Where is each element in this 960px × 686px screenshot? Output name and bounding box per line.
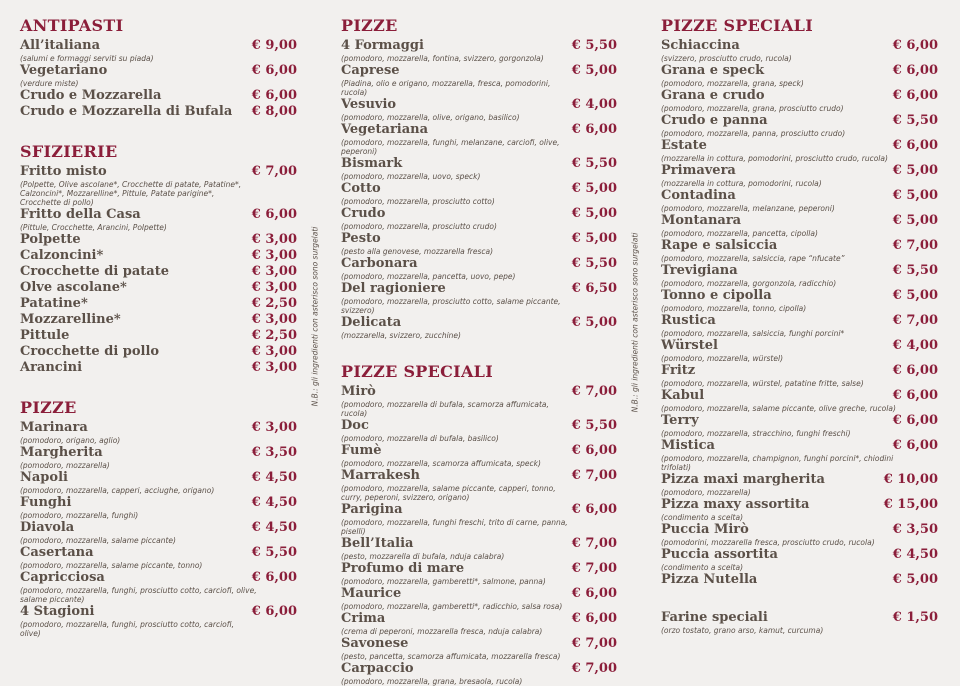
item-price: € 7,00 bbox=[571, 561, 617, 576]
item-price: € 7,00 bbox=[571, 536, 617, 551]
item-price: € 5,00 bbox=[571, 63, 617, 78]
item-name: Rustica bbox=[661, 313, 716, 328]
item-name: Primavera bbox=[661, 163, 736, 178]
menu-item bbox=[341, 181, 617, 206]
item-name: Arancini bbox=[20, 360, 83, 375]
item-price: € 7,00 bbox=[571, 661, 617, 676]
item-description: (pomodoro, mozzarella, panna, prosciutto crudo) bbox=[661, 129, 846, 138]
item-description: (verdure miste) bbox=[20, 79, 79, 88]
menu-item bbox=[20, 312, 297, 328]
item-name: Mozzarelline* bbox=[20, 312, 121, 327]
menu-item bbox=[20, 207, 297, 232]
item-price: € 3,00 bbox=[251, 232, 297, 247]
item-description: (pomodoro, mozzarella, pancetta, uovo, pepe) bbox=[341, 272, 516, 281]
item-price: € 6,00 bbox=[251, 88, 297, 103]
menu-item bbox=[20, 520, 297, 545]
item-name: Crocchette di patate bbox=[20, 264, 169, 279]
item-price: € 6,00 bbox=[892, 413, 938, 428]
item-name: Napoli bbox=[20, 470, 68, 485]
item-name: Fumè bbox=[341, 443, 382, 458]
menu-item bbox=[661, 163, 938, 188]
item-name: Olve ascolane* bbox=[20, 280, 127, 295]
item-name: Crima bbox=[341, 611, 386, 626]
item-name: Crudo e Mozzarella di Bufala bbox=[20, 104, 233, 119]
item-price: € 1,50 bbox=[892, 610, 938, 625]
section-spacer bbox=[20, 376, 297, 396]
item-price: € 4,50 bbox=[251, 495, 297, 510]
item-price: € 6,00 bbox=[892, 363, 938, 378]
item-description: (svizzero, prosciutto crudo, rucola) bbox=[661, 54, 792, 63]
item-price: € 7,00 bbox=[892, 313, 938, 328]
item-price: € 6,00 bbox=[251, 207, 297, 222]
item-name: Mirò bbox=[341, 384, 376, 399]
menu-item bbox=[341, 418, 617, 443]
item-price: € 6,50 bbox=[571, 281, 617, 296]
item-name: Fritto misto bbox=[20, 164, 107, 179]
item-name: Pesto bbox=[341, 231, 381, 246]
menu-item bbox=[20, 248, 297, 264]
menu-item bbox=[20, 88, 297, 104]
item-name: Trevigiana bbox=[661, 263, 738, 278]
item-description: (pomodorini, mozzarella fresca, prosciutto crudo, rucola) bbox=[661, 538, 875, 547]
section-title: PIZZE bbox=[341, 16, 398, 35]
item-price: € 3,00 bbox=[251, 264, 297, 279]
farine-speciali-item bbox=[661, 610, 938, 635]
item-description: (pomodoro, mozzarella, funghi, melanzane, carciofi, olive, peperoni) bbox=[341, 138, 560, 156]
item-price: € 9,00 bbox=[251, 38, 297, 53]
item-description: (pomodoro, mozzarella, grana, bresaola, rucola) bbox=[341, 677, 523, 686]
menu-item bbox=[20, 344, 297, 360]
item-name: Rape e salsiccia bbox=[661, 238, 778, 253]
menu-item bbox=[661, 522, 938, 547]
menu-item bbox=[20, 232, 297, 248]
menu-item bbox=[341, 561, 617, 586]
item-price: € 6,00 bbox=[892, 63, 938, 78]
item-name: Grana e crudo bbox=[661, 88, 765, 103]
menu-item bbox=[661, 263, 938, 288]
item-description: (pomodoro, mozzarella di bufala, basilico) bbox=[341, 434, 499, 443]
item-name: Margherita bbox=[20, 445, 103, 460]
menu-item bbox=[661, 213, 938, 238]
item-description: (pomodoro, mozzarella, prosciutto cotto) bbox=[341, 197, 495, 206]
item-name: Terry bbox=[661, 413, 699, 428]
menu-item bbox=[341, 636, 617, 661]
menu-item bbox=[661, 138, 938, 163]
item-price: € 4,00 bbox=[892, 338, 938, 353]
item-description: (pomodoro, mozzarella, prosciutto cotto, salame piccante, svizzero) bbox=[341, 297, 561, 315]
section-title: SFIZIERIE bbox=[20, 142, 118, 161]
menu-item bbox=[661, 38, 938, 63]
item-description: (pomodoro, mozzarella) bbox=[661, 488, 751, 497]
menu-item bbox=[341, 122, 617, 156]
item-price: € 10,00 bbox=[883, 472, 938, 487]
item-price: € 5,00 bbox=[571, 315, 617, 330]
item-description: (pomodoro, mozzarella, champignon, funghi porcini*, chiodini trifolati) bbox=[661, 454, 894, 472]
item-name: Parigina bbox=[341, 502, 403, 517]
item-description: (pomodoro, mozzarella, salsiccia, rape “nfucate” bbox=[661, 254, 845, 263]
menu-item bbox=[661, 438, 938, 472]
item-price: € 6,00 bbox=[571, 586, 617, 601]
item-description: (orzo tostato, grano arso, kamut, curcuma) bbox=[661, 626, 824, 635]
item-name: Carbonara bbox=[341, 256, 418, 271]
section-title: PIZZE SPECIALI bbox=[341, 362, 493, 381]
item-name: Savonese bbox=[341, 636, 409, 651]
item-name: Vegetariana bbox=[341, 122, 429, 137]
item-price: € 5,50 bbox=[571, 256, 617, 271]
menu-item bbox=[341, 384, 617, 418]
item-price: € 5,50 bbox=[892, 113, 938, 128]
item-name: Profumo di mare bbox=[341, 561, 465, 576]
menu-item bbox=[341, 63, 617, 97]
section-title: PIZZE SPECIALI bbox=[661, 16, 813, 35]
item-description: (Piadina, olio e origano, mozzarella, fresca, pomodorini, rucola) bbox=[341, 79, 551, 97]
item-price: € 15,00 bbox=[883, 497, 938, 512]
item-name: Casertana bbox=[20, 545, 94, 560]
item-description: (pomodoro, mozzarella, melanzane, peperoni) bbox=[661, 204, 835, 213]
menu-item bbox=[341, 231, 617, 256]
item-price: € 4,50 bbox=[251, 520, 297, 535]
item-price: € 7,00 bbox=[571, 636, 617, 651]
section-title: PIZZE bbox=[20, 398, 77, 417]
item-description: (mozzarella, svizzero, zucchine) bbox=[341, 331, 461, 340]
item-description: (mozzarella in cottura, pomodorini, prosciutto crudo, rucola) bbox=[661, 154, 888, 163]
menu-item bbox=[20, 104, 297, 120]
item-description: (pomodoro, mozzarella) bbox=[20, 461, 110, 470]
item-name: 4 Formaggi bbox=[341, 38, 424, 53]
item-description: (Polpette, Olive ascolane*, Crocchette di patate, Patatine*, Calzoncini*, Mozzarelline*, Pittule, Patate parigine*, Crocchette di pollo) bbox=[20, 180, 242, 207]
item-price: € 3,00 bbox=[251, 360, 297, 375]
item-price: € 6,00 bbox=[251, 63, 297, 78]
item-name: Pizza maxy assortita bbox=[661, 497, 810, 512]
item-description: (pomodoro, mozzarella, tonno, cipolla) bbox=[661, 304, 807, 313]
menu-column-right bbox=[661, 14, 938, 588]
menu-item bbox=[20, 328, 297, 344]
item-price: € 5,50 bbox=[251, 545, 297, 560]
item-price: € 6,00 bbox=[571, 122, 617, 137]
item-price: € 3,00 bbox=[251, 420, 297, 435]
menu-item bbox=[661, 388, 938, 413]
item-name: Del ragioniere bbox=[341, 281, 446, 296]
item-price: € 4,50 bbox=[892, 547, 938, 562]
item-name: Delicata bbox=[341, 315, 402, 330]
menu-item bbox=[341, 443, 617, 468]
item-price: € 7,00 bbox=[571, 468, 617, 483]
item-name: Tonno e cipolla bbox=[661, 288, 772, 303]
item-name: Marinara bbox=[20, 420, 88, 435]
item-description: (mozzarella in cottura, pomodorini, rucola) bbox=[661, 179, 822, 188]
item-description: (pomodoro, origano, aglio) bbox=[20, 436, 121, 445]
menu-item bbox=[661, 572, 938, 588]
item-description: (salumi e formaggi serviti su piada) bbox=[20, 54, 154, 63]
menu-item bbox=[661, 472, 938, 497]
item-price: € 7,00 bbox=[892, 238, 938, 253]
item-name: Carpaccio bbox=[341, 661, 414, 676]
menu-item bbox=[20, 470, 297, 495]
item-description: (pomodoro, mozzarella, prosciutto crudo) bbox=[341, 222, 497, 231]
item-price: € 3,50 bbox=[892, 522, 938, 537]
item-price: € 2,50 bbox=[251, 296, 297, 311]
item-name: Pizza maxi margherita bbox=[661, 472, 825, 487]
item-name: Montanara bbox=[661, 213, 742, 228]
item-name: Patatine* bbox=[20, 296, 88, 311]
item-name: Puccia assortita bbox=[661, 547, 778, 562]
item-name: Würstel bbox=[661, 338, 718, 353]
menu-item bbox=[661, 338, 938, 363]
item-price: € 6,00 bbox=[571, 502, 617, 517]
item-name: Estate bbox=[661, 138, 707, 153]
item-price: € 7,00 bbox=[251, 164, 297, 179]
item-name: Puccia Mirò bbox=[661, 522, 749, 537]
item-name: Kabul bbox=[661, 388, 705, 403]
item-name: Pittule bbox=[20, 328, 70, 343]
item-name: Schiaccina bbox=[661, 38, 740, 53]
menu-item bbox=[661, 363, 938, 388]
menu-item bbox=[661, 313, 938, 338]
item-price: € 3,00 bbox=[251, 280, 297, 295]
menu-item bbox=[20, 495, 297, 520]
item-description: (pesto, pancetta, scamorza affumicata, mozzarella fresca) bbox=[341, 652, 561, 661]
item-name: Diavola bbox=[20, 520, 75, 535]
item-description: (condimento a scelta) bbox=[661, 563, 743, 572]
item-description: (Pittule, Crocchette, Arancini, Polpette) bbox=[20, 223, 167, 232]
item-name: Polpette bbox=[20, 232, 81, 247]
item-name: Bismark bbox=[341, 156, 403, 171]
item-price: € 6,00 bbox=[251, 604, 297, 619]
item-description: (pomodoro, mozzarella, uovo, speck) bbox=[341, 172, 481, 181]
item-name: Pizza Nutella bbox=[661, 572, 758, 587]
menu-item bbox=[20, 570, 297, 604]
item-name: Vesuvio bbox=[341, 97, 397, 112]
menu-item bbox=[20, 420, 297, 445]
item-price: € 5,00 bbox=[571, 181, 617, 196]
menu-item bbox=[341, 502, 617, 536]
item-price: € 4,50 bbox=[251, 470, 297, 485]
item-price: € 3,00 bbox=[251, 248, 297, 263]
item-description: (pomodoro, mozzarella, gamberetti*, salmone, panna) bbox=[341, 577, 546, 586]
menu-item bbox=[341, 468, 617, 502]
item-price: € 3,00 bbox=[251, 312, 297, 327]
menu-item bbox=[661, 288, 938, 313]
item-price: € 5,00 bbox=[892, 213, 938, 228]
item-description: (pomodoro, mozzarella, gamberetti*, radicchio, salsa rosa) bbox=[341, 602, 563, 611]
item-name: Doc bbox=[341, 418, 369, 433]
item-description: (pesto alla genovese, mozzarella fresca) bbox=[341, 247, 494, 256]
menu-item bbox=[341, 38, 617, 63]
item-price: € 8,00 bbox=[251, 104, 297, 119]
menu-item bbox=[20, 604, 297, 638]
item-price: € 6,00 bbox=[571, 443, 617, 458]
item-name: Crocchette di pollo bbox=[20, 344, 160, 359]
menu-item bbox=[20, 164, 297, 207]
item-description: (pomodoro, mozzarella, salame piccante) bbox=[20, 536, 176, 545]
item-description: (pomodoro, mozzarella, grana, prosciutto crudo) bbox=[661, 104, 844, 113]
menu-item bbox=[341, 281, 617, 315]
item-description: (pomodoro, mozzarella, stracchino, funghi freschi) bbox=[661, 429, 851, 438]
item-name: Fritto della Casa bbox=[20, 207, 141, 222]
menu-item bbox=[20, 545, 297, 570]
item-price: € 2,50 bbox=[251, 328, 297, 343]
item-description: (pomodoro, mozzarella, olive, origano, basilico) bbox=[341, 113, 520, 122]
menu-item bbox=[20, 280, 297, 296]
item-name: Fritz bbox=[661, 363, 696, 378]
item-name: Grana e speck bbox=[661, 63, 765, 78]
menu-item bbox=[661, 88, 938, 113]
menu-item bbox=[20, 445, 297, 470]
item-description: (pomodoro, mozzarella, gorgonzola, radicchio) bbox=[661, 279, 837, 288]
item-name: Farine speciali bbox=[661, 610, 768, 625]
menu-item bbox=[661, 113, 938, 138]
menu-item bbox=[341, 256, 617, 281]
item-price: € 6,00 bbox=[892, 88, 938, 103]
menu-item bbox=[341, 586, 617, 611]
item-price: € 3,50 bbox=[251, 445, 297, 460]
frozen-ingredients-note: N.B.: gli ingredienti con asterisco sono surgelati bbox=[630, 232, 640, 413]
menu-item bbox=[341, 611, 617, 636]
item-name: Crudo bbox=[341, 206, 386, 221]
item-price: € 5,50 bbox=[571, 156, 617, 171]
item-description: (pomodoro, mozzarella, funghi, prosciutto cotto, carciofi, olive) bbox=[20, 620, 234, 638]
item-name: Calzoncini* bbox=[20, 248, 104, 263]
item-name: Crudo e Mozzarella bbox=[20, 88, 162, 103]
menu-item bbox=[661, 497, 938, 522]
item-price: € 3,00 bbox=[251, 344, 297, 359]
item-description: (pomodoro, mozzarella, pancetta, cipolla) bbox=[661, 229, 818, 238]
menu-item bbox=[661, 63, 938, 88]
item-price: € 5,00 bbox=[892, 188, 938, 203]
item-price: € 7,00 bbox=[571, 384, 617, 399]
section-spacer bbox=[341, 340, 617, 360]
item-name: All’italiana bbox=[20, 38, 101, 53]
item-price: € 6,00 bbox=[892, 388, 938, 403]
menu-item bbox=[20, 264, 297, 280]
menu-column-middle bbox=[341, 14, 617, 686]
item-name: 4 Stagioni bbox=[20, 604, 95, 619]
item-description: (pomodoro, mozzarella, salame piccante, olive greche, rucola) bbox=[661, 404, 896, 413]
section-title: ANTIPASTI bbox=[20, 16, 124, 35]
item-price: € 5,50 bbox=[571, 38, 617, 53]
item-price: € 6,00 bbox=[892, 38, 938, 53]
item-price: € 6,00 bbox=[251, 570, 297, 585]
item-description: (pomodoro, mozzarella, funghi) bbox=[20, 511, 139, 520]
menu-item bbox=[20, 296, 297, 312]
item-price: € 6,00 bbox=[571, 611, 617, 626]
menu-column-left bbox=[20, 14, 297, 638]
item-name: Vegetariano bbox=[20, 63, 108, 78]
item-description: (pomodoro, mozzarella, salame piccante, capperi, tonno, curry, peperoni, svizzero, origano) bbox=[341, 484, 556, 502]
menu-item bbox=[341, 97, 617, 122]
item-price: € 6,00 bbox=[892, 438, 938, 453]
item-name: Bell’Italia bbox=[341, 536, 414, 551]
item-name: Caprese bbox=[341, 63, 400, 78]
menu-item bbox=[341, 156, 617, 181]
menu-item bbox=[341, 206, 617, 231]
item-description: (pomodoro, mozzarella, würstel, patatine fritte, salse) bbox=[661, 379, 864, 388]
item-name: Marrakesh bbox=[341, 468, 420, 483]
menu-item bbox=[20, 38, 297, 63]
section-spacer bbox=[20, 120, 297, 140]
item-description: (pomodoro, mozzarella, capperi, acciughe, origano) bbox=[20, 486, 215, 495]
frozen-ingredients-note: N.B.: gli ingredienti con asterisco sono surgelati bbox=[310, 226, 320, 407]
menu-item bbox=[341, 315, 617, 340]
item-price: € 6,00 bbox=[892, 138, 938, 153]
item-description: (pomodoro, mozzarella di bufala, scamorza affumicata, rucola) bbox=[341, 400, 549, 418]
menu-item bbox=[20, 63, 297, 88]
item-name: Maurice bbox=[341, 586, 402, 601]
item-name: Cotto bbox=[341, 181, 381, 196]
menu-item bbox=[341, 661, 617, 686]
item-price: € 5,00 bbox=[571, 231, 617, 246]
item-price: € 4,00 bbox=[571, 97, 617, 112]
item-name: Capricciosa bbox=[20, 570, 105, 585]
item-description: (pomodoro, mozzarella, grana, speck) bbox=[661, 79, 804, 88]
menu-item bbox=[661, 188, 938, 213]
item-price: € 5,50 bbox=[892, 263, 938, 278]
menu-item bbox=[20, 360, 297, 376]
item-name: Contadina bbox=[661, 188, 736, 203]
item-description: (pomodoro, mozzarella, salame piccante, tonno) bbox=[20, 561, 203, 570]
item-description: (pomodoro, mozzarella, fontina, svizzero, gorgonzola) bbox=[341, 54, 544, 63]
item-description: (pomodoro, mozzarella, funghi, prosciutto cotto, carciofi, olive, salame piccante) bbox=[20, 586, 257, 604]
item-description: (pomodoro, mozzarella, salsiccia, funghi porcini* bbox=[661, 329, 845, 338]
item-description: (condimento a scelta) bbox=[661, 513, 743, 522]
item-price: € 5,50 bbox=[571, 418, 617, 433]
item-description: (pesto, mozzarella di bufala, nduja calabra) bbox=[341, 552, 505, 561]
item-name: Funghi bbox=[20, 495, 72, 510]
menu-item bbox=[661, 413, 938, 438]
item-description: (pomodoro, mozzarella, funghi freschi, trito di carne, panna, piselli) bbox=[341, 518, 568, 536]
menu-item bbox=[661, 547, 938, 572]
item-price: € 5,00 bbox=[571, 206, 617, 221]
item-description: (pomodoro, mozzarella, würstel) bbox=[661, 354, 783, 363]
item-price: € 5,00 bbox=[892, 163, 938, 178]
item-description: (pomodoro, mozzarella, scamorza affumicata, speck) bbox=[341, 459, 541, 468]
menu-item bbox=[661, 238, 938, 263]
item-description: (crema di peperoni, mozzarella fresca, nduja calabra) bbox=[341, 627, 543, 636]
item-price: € 5,00 bbox=[892, 288, 938, 303]
menu-item bbox=[341, 536, 617, 561]
item-name: Mistica bbox=[661, 438, 715, 453]
item-price: € 5,00 bbox=[892, 572, 938, 587]
item-name: Crudo e panna bbox=[661, 113, 768, 128]
